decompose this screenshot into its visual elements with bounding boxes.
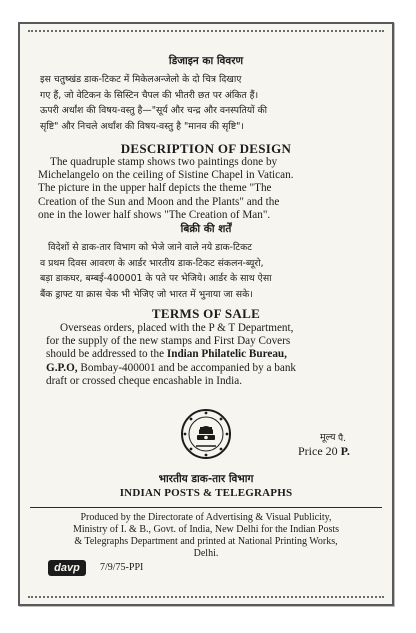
price-hindi-unit: पै. <box>338 434 346 444</box>
description-heading: DESCRIPTION OF DESIGN <box>120 141 292 156</box>
hindi-design-line: गए हैं, जो वेटिकन के सिस्टिन चैपल की भीतरी छत पर अंकित हैं। <box>40 89 259 101</box>
hindi-sale-heading: बिक्री की शर्तें <box>180 223 232 235</box>
description-line: Michelangelo on the ceiling of Sistine Chapel in Vatican. <box>38 169 294 182</box>
price-unit: P. <box>340 444 350 458</box>
print-code: 7/9/75-PPI <box>100 562 144 573</box>
description-line: The quadruple stamp shows two paintings done by <box>50 156 278 168</box>
davp-logo: davp <box>48 560 86 576</box>
hindi-sale-line: बैंक ड्राफ्ट या क्रास चेक भी भेजिए जो भारत में भुनाया जा सके। <box>40 288 253 300</box>
credits-line: Ministry of I. & B., Govt. of India, New Delhi for the Indian Posts <box>72 524 340 535</box>
terms-text <box>46 322 296 388</box>
description-line: The picture in the upper half depicts the theme "The <box>38 182 272 195</box>
hindi-sale-text <box>40 240 272 302</box>
terms-heading: TERMS OF SALE <box>151 306 261 321</box>
hindi-design-text <box>40 72 267 134</box>
terms-line <box>46 348 296 361</box>
terms-line-text: should be addressed to the <box>46 348 165 361</box>
department-hindi: भारतीय डाक-तार विभाग <box>158 473 254 485</box>
terms-line: draft or crossed cheque encashable in India. <box>46 374 243 387</box>
description-line: Creation of the Sun and Moon and the Plants" and the <box>38 195 280 208</box>
price-label: Price <box>298 444 323 458</box>
credits-line: & Telegraphs Department and printed at National Printing Works, <box>74 536 338 547</box>
department-english: INDIAN POSTS & TELEGRAPHS <box>119 487 293 499</box>
terms-line: for the supply of the new stamps and First Day Covers <box>46 335 291 348</box>
price-hindi-label: मूल्य <box>320 432 336 443</box>
ashoka-emblem-seal-icon <box>178 406 234 462</box>
hindi-design-heading: डिजाइन का विवरण <box>168 55 244 67</box>
terms-line-text: Bombay-400001 and be accompanied by a bank <box>80 361 297 374</box>
gpo-label: G.P.O, <box>46 361 78 374</box>
divider <box>30 507 382 508</box>
description-text <box>38 156 294 222</box>
hindi-design-line: इस चतुष्खंड डाक-टिकट में मिकेलअन्जेलो के दो चित्र दिखाए <box>40 74 242 85</box>
hindi-design-line: सृष्टि" और निचले अर्धांश की विषय-वस्तु है "मानव की सृष्टि"। <box>40 120 244 132</box>
terms-line: Overseas orders, placed with the P & T Department, <box>60 322 294 334</box>
credits-line: Delhi. <box>193 548 219 559</box>
hindi-sale-line: विदेशों से डाक-तार विभाग को भेजे जाने वाले नये डाक-टिकट <box>48 242 252 253</box>
price-value: 20 <box>325 444 338 458</box>
price <box>298 444 350 459</box>
credits-line: Produced by the Directorate of Advertising & Visual Publicity, <box>80 512 332 523</box>
hindi-design-line: ऊपरी अर्धांश की विषय-वस्तु है—"सूर्य और चन्द्र और वनस्पतियों की <box>40 105 268 117</box>
perforation-top <box>28 30 384 32</box>
information-sheet <box>18 22 394 606</box>
description-line: one in the lower half shows "The Creation of Man". <box>38 208 271 221</box>
terms-line <box>46 362 296 375</box>
hindi-sale-line: व प्रथम दिवस आवरण के आर्डर भारतीय डाक-टिकट संकलन-ब्यूरो, <box>40 257 264 269</box>
hindi-sale-line: बड़ा डाकघर, बम्बई-400001 के पते पर भेजिये। आर्डर के साथ ऐसा <box>40 273 272 285</box>
credits <box>28 512 384 560</box>
perforation-bottom <box>28 596 384 598</box>
bureau-name: Indian Philatelic Bureau, <box>166 348 287 361</box>
